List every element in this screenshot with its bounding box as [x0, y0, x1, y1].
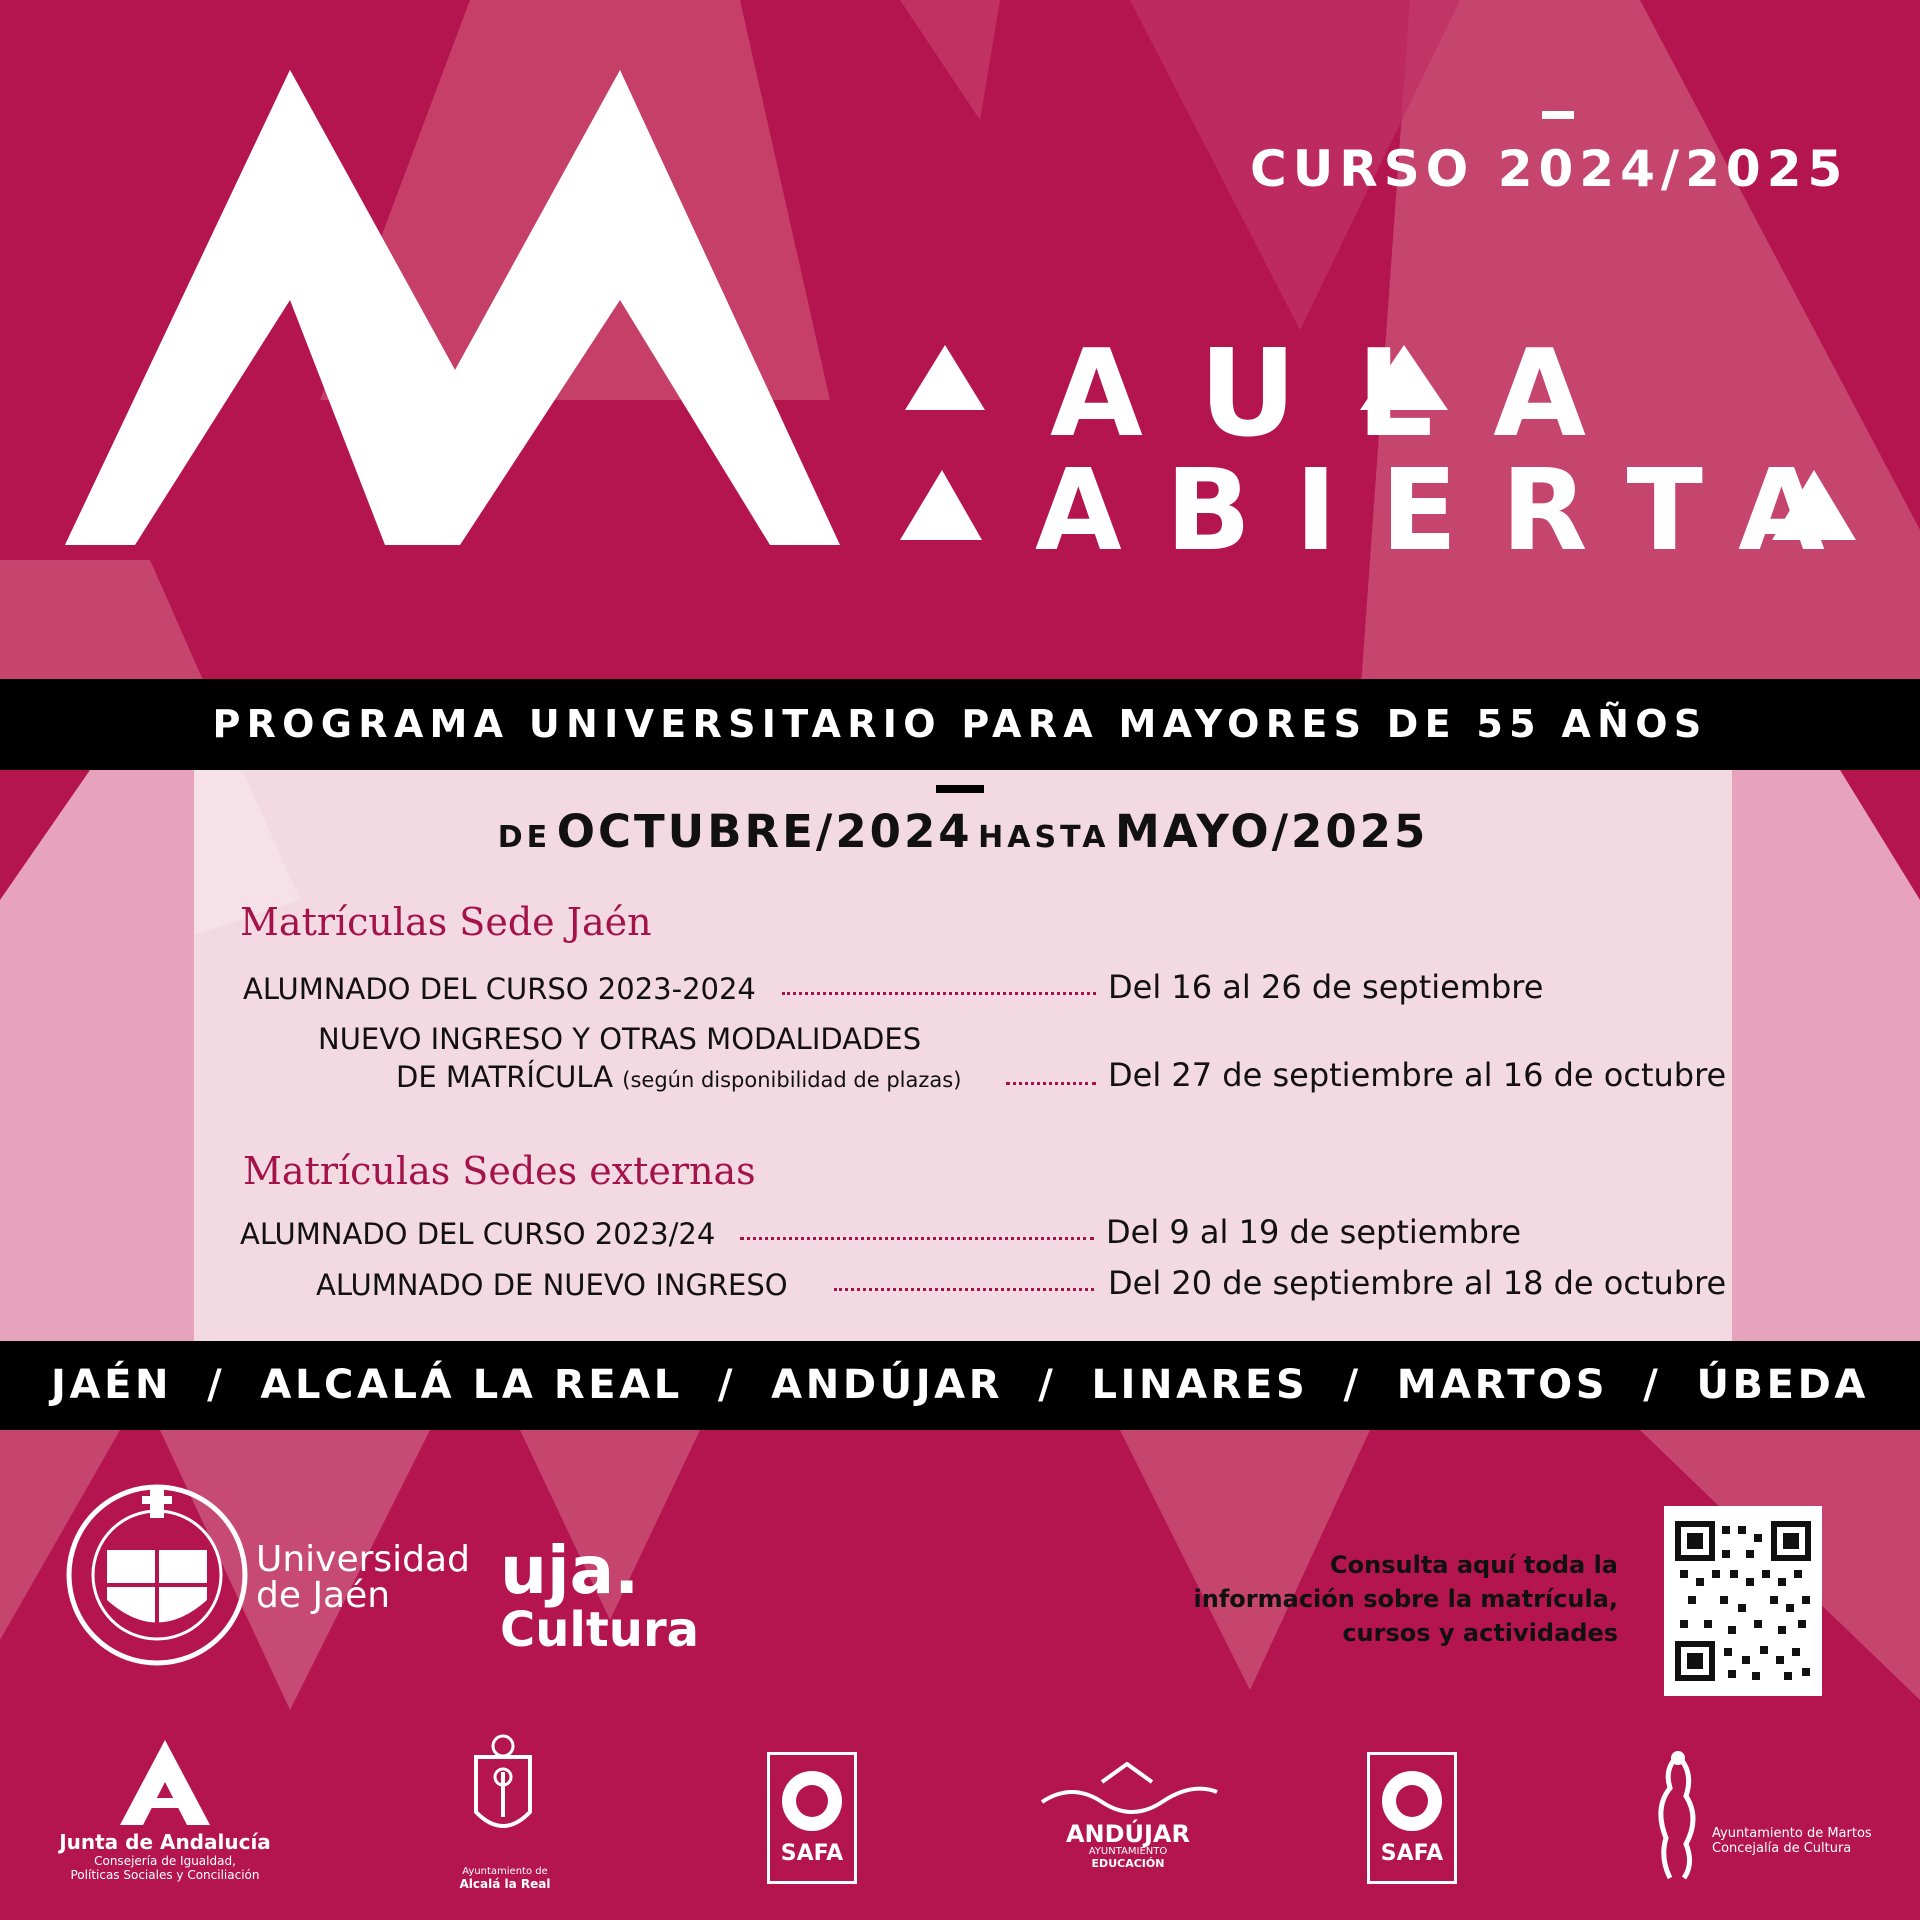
safa-logo-2: [1367, 1752, 1457, 1884]
qr-code[interactable]: [1664, 1506, 1822, 1696]
enrollment-label: ALUMNADO DEL CURSO 2023/24: [240, 1217, 716, 1251]
university-seal-icon: [62, 1480, 252, 1670]
junta-sub2: Políticas Sociales y Conciliación: [70, 1868, 260, 1882]
leader-dots: [782, 992, 1096, 995]
leader-dots: [1006, 1082, 1096, 1085]
uja-cultura-logo: [500, 1532, 700, 1658]
qr-code-icon: [1664, 1506, 1822, 1696]
consulta-line: cursos y actividades: [1342, 1619, 1618, 1647]
safa-label: SAFA: [780, 1841, 844, 1866]
program-band: PROGRAMA UNIVERSITARIO PARA MAYORES DE 55 AÑOS: [0, 679, 1920, 770]
university-line2: de Jaén: [256, 1575, 391, 1616]
martos-line1: Ayuntamiento de Martos: [1712, 1826, 1872, 1841]
enrollment-dates: Del 27 de septiembre al 16 de octubre: [1108, 1056, 1727, 1094]
consulta-line: información sobre la matrícula,: [1193, 1585, 1618, 1613]
enrollment-label-line1: NUEVO INGRESO Y OTRAS MODALIDADES: [318, 1022, 922, 1056]
alcala-small: Ayuntamiento de: [462, 1866, 548, 1877]
consulta-line: Consulta aquí toda la: [1330, 1551, 1618, 1579]
enrollment-dates: Del 9 al 19 de septiembre: [1106, 1213, 1522, 1251]
leader-dots: [740, 1237, 1094, 1240]
panel-dash: [936, 785, 984, 793]
safa-label: SAFA: [1380, 1841, 1444, 1866]
dates-hasta: HASTA: [978, 820, 1110, 855]
alcala-caption: [430, 1866, 580, 1891]
enrollment-label: ALUMNADO DE NUEVO INGRESO: [316, 1268, 788, 1302]
dates-de: DE: [497, 820, 552, 855]
curso-label: CURSO 2024/2025: [1250, 140, 1849, 198]
enrollment-label-line2: [396, 1060, 961, 1094]
consulta-text: [1170, 1548, 1618, 1650]
curso-dash: [1542, 111, 1574, 119]
martos-caption: [1712, 1826, 1872, 1856]
uja-cultura-top: uja.: [500, 1532, 640, 1609]
alcala-name: Alcalá la Real: [459, 1877, 551, 1891]
leader-dots: [834, 1288, 1094, 1291]
section-title-sede-jaen: Matrículas Sede Jaén: [240, 900, 652, 944]
safa-gear-icon: [1370, 1759, 1454, 1841]
dates-end: MAYO/2025: [1115, 805, 1429, 858]
junta-andalucia-logo-icon: [115, 1740, 215, 1830]
andujar-caption: [1028, 1822, 1228, 1870]
locations-band: JAÉN / ALCALÁ LA REAL / ANDÚJAR / LINARES / MARTOS / ÚBEDA: [0, 1341, 1920, 1430]
alcala-la-real-crest-icon: [468, 1732, 538, 1842]
andujar-sub: AYUNTAMIENTO: [1088, 1846, 1168, 1857]
martos-line2: Concejalía de Cultura: [1712, 1841, 1852, 1856]
safa-logo-1: [767, 1752, 857, 1884]
course-dates: [194, 805, 1732, 858]
enrollment-label-main: DE MATRÍCULA: [396, 1060, 614, 1094]
andujar-sub2: EDUCACIÓN: [1091, 1857, 1165, 1870]
enrollment-dates: Del 16 al 26 de septiembre: [1108, 968, 1544, 1006]
title-ula: AULA: [1050, 325, 1646, 464]
andujar-name: ANDÚJAR: [1065, 1820, 1191, 1848]
andujar-waves-icon: [1032, 1762, 1222, 1822]
martos-figure-icon: [1640, 1748, 1716, 1884]
junta-title: Junta de Andalucía: [59, 1830, 271, 1854]
junta-andalucia-caption: [40, 1830, 290, 1882]
junta-sub1: Consejería de Igualdad,: [94, 1854, 236, 1868]
uja-cultura-bottom: Cultura: [500, 1602, 700, 1658]
section-title-sedes-externas: Matrículas Sedes externas: [243, 1149, 756, 1193]
university-name: [256, 1539, 470, 1616]
university-line1: Universidad: [256, 1539, 470, 1580]
enrollment-note: (según disponibilidad de plazas): [622, 1068, 962, 1092]
enrollment-label: ALUMNADO DEL CURSO 2023-2024: [243, 972, 756, 1006]
title-abierta: ABIERTA: [1035, 446, 1869, 576]
enrollment-dates: Del 20 de septiembre al 18 de octubre: [1108, 1264, 1727, 1302]
dates-start: OCTUBRE/2024: [556, 805, 973, 858]
safa-gear-icon: [770, 1759, 854, 1841]
